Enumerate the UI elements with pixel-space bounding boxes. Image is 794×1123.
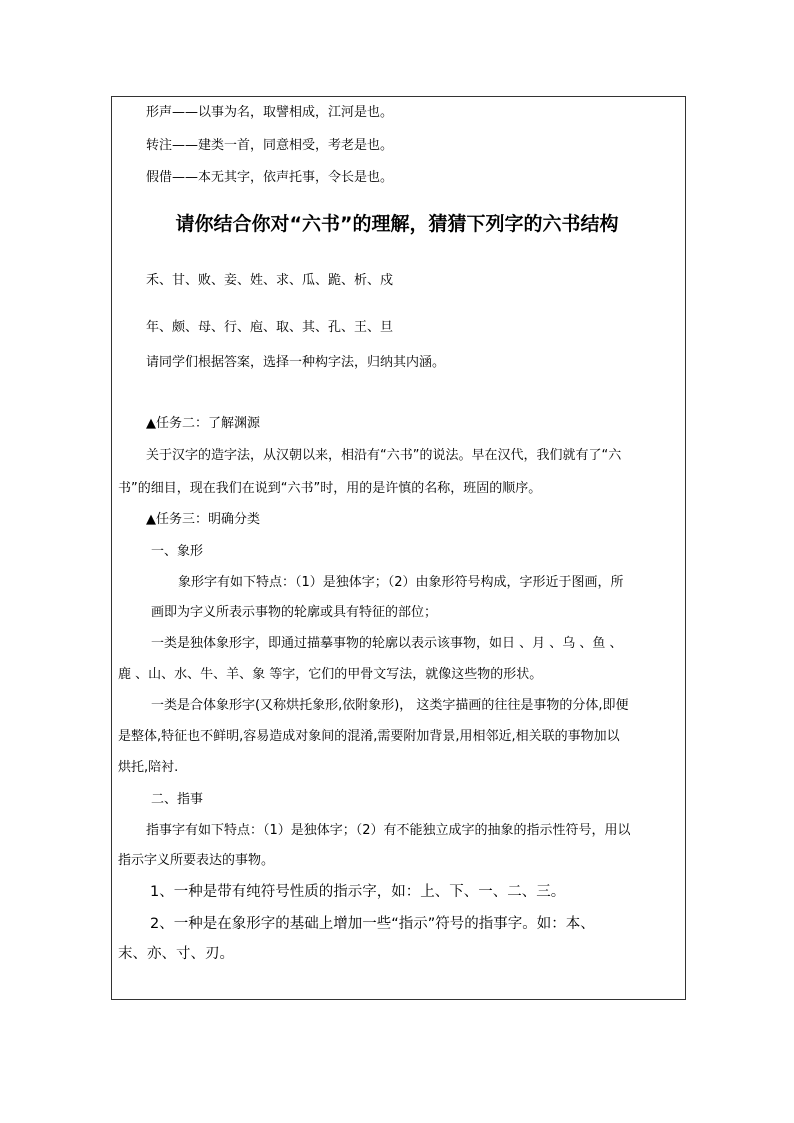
zhishi-item-2-line-1: 2、一种是在象形字的基础上增加一些“指示”符号的指事字。如：本、	[150, 916, 595, 932]
zhishi-features-line-1: 指事字有如下特点：（1）是独体字；（2）有不能独立成字的抽象的指示性符号，用以	[146, 823, 631, 838]
char-row-1: 禾、甘、败、妾、姓、求、瓜、跪、析、戍	[146, 273, 394, 288]
xiangxing-features-line-1: 象形字有如下特点：（1）是独体字；（2）由象形符号构成，字形近于图画，所	[178, 575, 624, 590]
task2-body-line-1: 关于汉字的造字法，从汉朝以来，相沿有“六书”的说法。早在汉代，我们就有了“六	[146, 448, 622, 463]
xiangxing-type2-line-2: 是整体,特征也不鲜明,容易造成对象间的混淆,需要附加背景,用相邻近,相关联的事物加以	[118, 729, 620, 744]
section-heading: 请你结合你对“六书”的理解，猜猜下列字的六书结构	[175, 213, 619, 235]
task3-title: ▲任务三：明确分类	[146, 512, 260, 527]
xiangxing-features-line-2: 画即为字义所表示事物的轮廓或具有特征的部位；	[151, 605, 438, 620]
intro-line-xingsheng: 形声——以事为名，取譬相成，江河是也。	[146, 105, 394, 120]
xiangxing-type1-line-1: 一类是独体象形字，即通过描摹事物的轮廓以表示该事物，如日 、月 、乌 、鱼 、	[151, 636, 623, 651]
intro-line-jiajie: 假借——本无其字，依声托事，令长是也。	[146, 170, 394, 185]
instruction-text: 请同学们根据答案，选择一种构字法，归纳其内涵。	[146, 355, 446, 370]
zhishi-features-line-2: 指示字义所要表达的事物。	[118, 853, 275, 868]
zhishi-title: 二、指事	[151, 792, 204, 807]
xiangxing-type1-line-2: 鹿 、山、水、牛、羊、象 等字，它们的甲骨文写法，就像这些物的形状。	[118, 667, 543, 682]
task2-title: ▲任务二：了解渊源	[146, 416, 260, 431]
zhishi-item-2-line-2: 末、亦、寸、刃。	[118, 946, 234, 962]
zhishi-item-1: 1、一种是带有纯符号性质的指示字，如：上、下、一、二、三。	[150, 884, 566, 900]
intro-line-zhuanzhu: 转注——建类一首，同意相受，考老是也。	[146, 138, 394, 153]
char-row-2: 年、颇、母、行、庖、取、其、孔、王、旦	[146, 320, 394, 335]
task2-body-line-2: 书”的细目，现在我们在说到“六书”时，用的是许慎的名称，班固的顺序。	[118, 481, 542, 496]
xiangxing-type2-line-3: 烘托,陪衬.	[118, 760, 179, 775]
xiangxing-title: 一、象形	[151, 544, 204, 559]
xiangxing-type2-line-1: 一类是合体象形字(又称烘托象形,依附象形)， 这类字描画的往往是事物的分体,即便	[151, 698, 629, 713]
